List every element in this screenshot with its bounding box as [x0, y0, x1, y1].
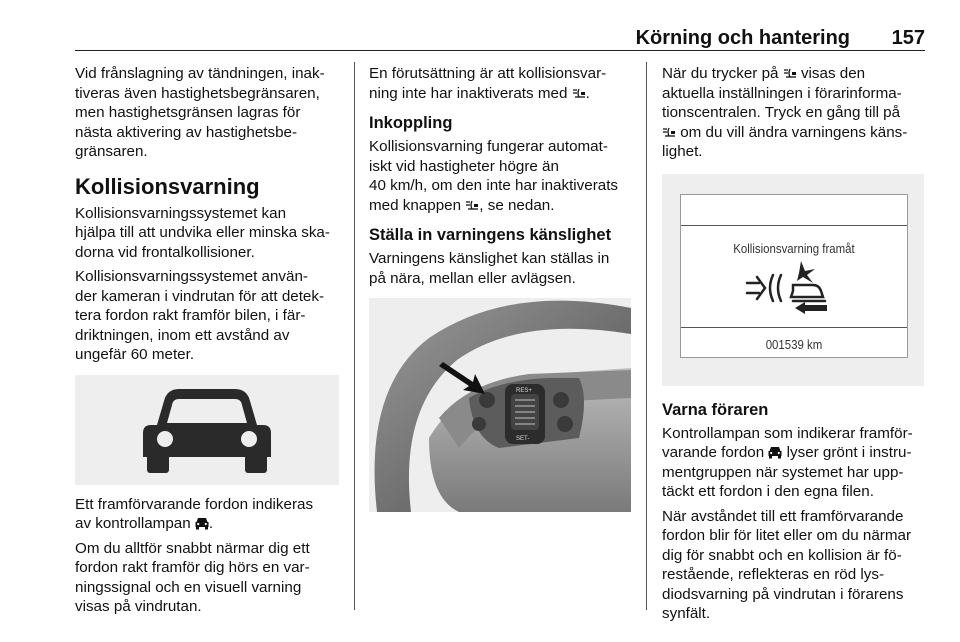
info-display-figure: [662, 174, 924, 386]
column-2: [369, 64, 631, 522]
vehicle-ahead-icon: [195, 517, 209, 530]
section-heading-activation: Inkoppling: [369, 114, 453, 132]
page-number: 157: [891, 27, 925, 49]
car-front-icon: [75, 375, 339, 485]
steering-wheel-illustration: [369, 298, 631, 512]
section-heading-sensitivity: Ställa in varningens känslighet: [369, 226, 612, 244]
section-heading-collision-warning: Kollisionsvarning: [75, 173, 260, 199]
paragraph-indicator: Ett framförvarande fordon indikeras av kontrollampan .: [75, 495, 314, 532]
vehicle-ahead-figure: [75, 375, 339, 485]
collision-warning-button-icon: [465, 199, 479, 212]
paragraph-press-button: När du trycker på visas den aktuella inställningen i förarinforma- tionscentralen. Tryck en gång till på om du vill ändra varningens käns- lighet.: [662, 65, 908, 160]
chapter-title: Körning och hantering: [635, 27, 850, 49]
column-1: [75, 64, 345, 622]
collision-warning-button-icon: [572, 87, 586, 100]
driver-info-display: [680, 194, 908, 358]
page-header: [75, 22, 925, 51]
paragraph-sensitivity: Varningens känslighet kan ställas in på nära, mellan eller avlägsen.: [369, 250, 610, 287]
vehicle-ahead-icon: [768, 446, 782, 459]
paragraph-prerequisite: En förutsättning är att kollisionsvar- ning inte har inaktiverats med .: [369, 65, 607, 102]
forward-collision-symbol-icon: [743, 259, 843, 315]
column-3: [662, 64, 928, 629]
collision-warning-button-icon: [783, 67, 797, 80]
paragraph-indicator-green: Kontrollampan som indikerar framför- varande fordon lyser grönt i instru- mentgruppen när systemet har upp- täckt ett fordon i den egna filen.: [662, 424, 913, 500]
collision-warning-button-icon: [662, 126, 676, 139]
paragraph-camera: Kollisionsvarningssystemet använ- der kameran i vindrutan för att detek- tera fordon rakt framför bilen, i fär- driktningen, inom ett avstånd av ungefär 60 meter.: [75, 268, 325, 363]
display-odometer: 001539 km: [765, 336, 823, 352]
pointer-arrow: [439, 362, 485, 394]
paragraph-speed-limiter: Vid frånslagning av tändningen, inak- tiveras även hastighetsbegränsaren, men hastighetsgränsen lagras för nästa aktivering av hastighetsbe- gränsaren.: [75, 65, 325, 160]
section-heading-warn-driver: Varna föraren: [662, 400, 769, 419]
steering-wheel-figure: [369, 298, 631, 512]
res-plus-label: RES+: [516, 388, 532, 394]
set-minus-label: SET-: [516, 436, 530, 442]
column-divider-2: [646, 62, 647, 610]
column-divider-1: [354, 62, 355, 610]
paragraph-warning-signal: Om du alltför snabbt närmar dig ett fordon rakt framför dig hörs en var- ningssignal och en visuell varning visas på vindrutan.: [75, 539, 310, 615]
paragraph-intro: Kollisionsvarningssystemet kan hjälpa till att undvika eller minska ska- dorna vid frontalkollisioner.: [75, 204, 330, 261]
display-title: Kollisionsvarning framåt: [733, 240, 855, 256]
paragraph-red-warning: När avståndet till ett framförvarande fordon blir för litet eller om du närmar dig för snabbt och en kollision är fö- restående, reflekteras en röd lys- diodsvarning på vindrutan i förarens synfält.: [662, 507, 912, 622]
paragraph-activation: Kollisionsvarning fungerar automat- iskt vid hastigheter högre än 40 km/h, om den inte har inaktiverats med knappen , se nedan.: [369, 138, 619, 214]
